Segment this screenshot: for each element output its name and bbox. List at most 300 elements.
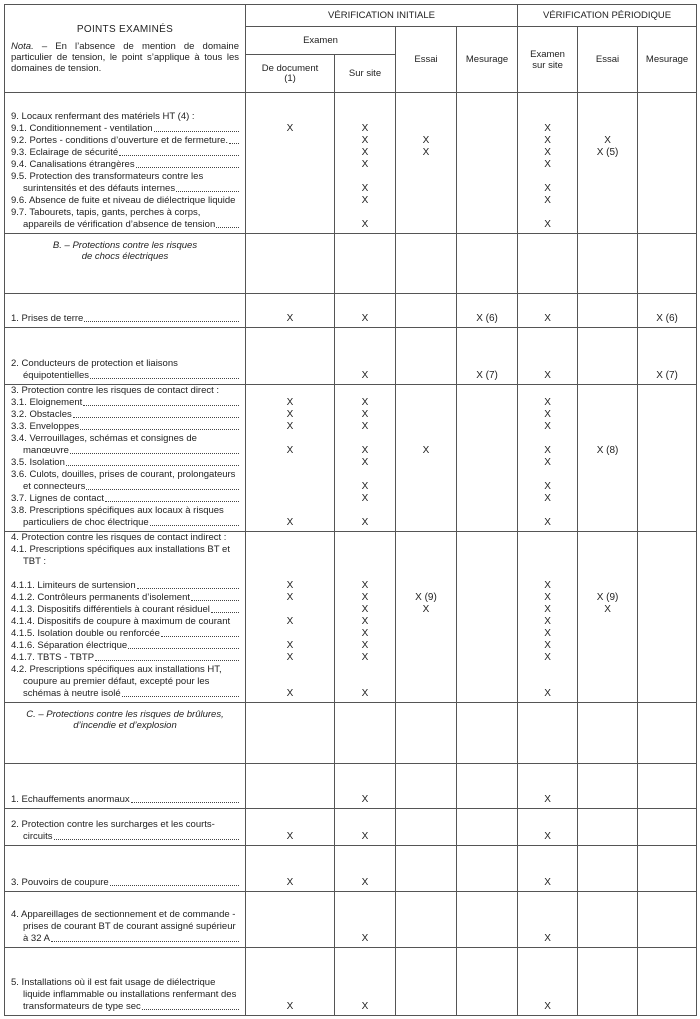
blank-mark [578, 421, 637, 433]
point-text: 4.1.1. Limiteurs de surtension [11, 580, 136, 591]
sur-site-cell [335, 532, 396, 703]
check-mark: X [544, 147, 551, 158]
check-mark: X [286, 1001, 294, 1012]
dot-leader [86, 488, 239, 490]
point-line [11, 580, 239, 592]
blank-mark [578, 397, 637, 409]
blank-mark [638, 111, 696, 123]
blank-mark [335, 921, 395, 933]
blank-mark [335, 989, 395, 1001]
check-mark: X [361, 877, 369, 888]
check-mark: X [361, 628, 369, 639]
empty-cell [457, 234, 518, 294]
point-text: à 32 A [23, 933, 50, 944]
point-text: circuits [23, 831, 53, 842]
points-cell [5, 294, 246, 328]
blank-mark [246, 794, 334, 806]
examen-periodique-cell [518, 93, 578, 234]
point-text: 1. Prises de terre [11, 313, 84, 324]
points-cell [5, 892, 246, 948]
blank-mark [638, 481, 696, 493]
blank-mark [246, 921, 334, 933]
blank-mark [396, 219, 456, 231]
point-line [11, 469, 239, 481]
blank-mark [396, 409, 456, 421]
blank-mark [246, 532, 334, 544]
table-row [5, 948, 697, 1016]
essai-periodique-cell [578, 328, 638, 385]
examen-sur-site-label: Examen sur site [530, 48, 565, 71]
blank-mark [457, 544, 517, 556]
blank-mark [578, 933, 637, 945]
check-mark: X [286, 616, 294, 627]
de-document-cell [246, 948, 335, 1016]
essai-initial-cell [396, 892, 457, 948]
point-text: 3.2. Obstacles [11, 409, 72, 420]
check-mark: X [604, 604, 611, 615]
check-mark: X [286, 313, 294, 324]
point-text: 3.1. Eloignement [11, 397, 83, 408]
point-line [11, 481, 239, 493]
mesurage-initial-cell [457, 385, 518, 532]
blank-mark [638, 664, 696, 676]
mesurage-periodique-cell [638, 948, 697, 1016]
point-text: prises de courant BT de courant assigné supérieur [23, 921, 236, 932]
table-row [5, 764, 697, 809]
blank-mark [246, 505, 334, 517]
point-text: transformateurs de type sec [23, 1001, 141, 1012]
dot-leader [137, 587, 239, 589]
point-line [11, 676, 239, 688]
essai-periodique-header: Essai [578, 27, 638, 93]
sur-site-cell [335, 846, 396, 892]
de-document-label: De document [261, 63, 319, 74]
essai-initial-cell [396, 764, 457, 809]
blank-mark [578, 313, 637, 325]
mesurage-periodique-cell [638, 294, 697, 328]
blank-mark [246, 183, 334, 195]
blank-mark [396, 183, 456, 195]
blank-mark [457, 147, 517, 159]
dot-leader [73, 416, 239, 418]
empty-cell [457, 703, 518, 764]
check-mark: X [286, 409, 294, 420]
blank-mark [457, 421, 517, 433]
check-mark: X [544, 421, 551, 432]
dot-leader [84, 320, 239, 322]
check-mark: X [361, 481, 369, 492]
check-mark: X [544, 409, 551, 420]
empty-cell [335, 234, 396, 294]
blank-mark [457, 688, 517, 700]
blank-mark [396, 688, 456, 700]
check-mark: X [286, 445, 294, 456]
blank-mark [457, 481, 517, 493]
blank-mark [638, 628, 696, 640]
point-text: 9.7. Tabourets, tapis, gants, perches à corps, [11, 207, 201, 218]
blank-mark [457, 532, 517, 544]
dot-leader [122, 695, 239, 697]
table-row [5, 532, 697, 703]
points-cell [5, 234, 246, 294]
blank-mark [246, 664, 334, 676]
blank-mark [335, 819, 395, 831]
blank-mark [246, 171, 334, 183]
check-mark: X [544, 481, 551, 492]
essai-periodique-cell [578, 948, 638, 1016]
check-mark: X [544, 445, 551, 456]
table-row [5, 93, 697, 234]
blank-mark [457, 921, 517, 933]
blank-mark [396, 421, 456, 433]
blank-mark [396, 370, 456, 382]
sur-site-cell [335, 892, 396, 948]
point-line [11, 1001, 239, 1013]
essai-periodique-cell [578, 385, 638, 532]
empty-cell [578, 703, 638, 764]
blank-mark [246, 933, 334, 945]
check-mark: X [422, 604, 430, 615]
blank-mark [396, 493, 456, 505]
blank-mark [246, 433, 334, 445]
check-mark: X [361, 147, 369, 158]
point-text: 2. Conducteurs de protection et liaisons [11, 358, 178, 369]
blank-mark [396, 469, 456, 481]
blank-mark [638, 433, 696, 445]
sur-site-header: Sur site [335, 55, 396, 93]
check-mark: X [361, 933, 369, 944]
check-mark: X [286, 592, 294, 603]
check-mark: X [544, 370, 551, 381]
mesurage-periodique-cell [638, 385, 697, 532]
blank-mark [578, 568, 637, 580]
sur-site-cell [335, 385, 396, 532]
point-line [11, 921, 239, 933]
blank-mark [335, 505, 395, 517]
blank-mark [578, 457, 637, 469]
blank-mark [638, 135, 696, 147]
point-text: 3.5. Isolation [11, 457, 65, 468]
point-text: 4.1.4. Dispositifs de coupure à maximum de courant [11, 616, 231, 627]
blank-mark [335, 676, 395, 688]
point-text: 4. Protection contre les risques de contact indirect : [11, 532, 227, 543]
blank-mark [396, 933, 456, 945]
blank-mark [457, 652, 517, 664]
check-mark: X [544, 877, 551, 888]
blank-mark [457, 640, 517, 652]
point-text: 9.4. Canalisations étrangères [11, 159, 135, 170]
blank-mark [638, 358, 696, 370]
blank-mark [335, 977, 395, 989]
blank-mark [246, 909, 334, 921]
blank-mark [518, 469, 577, 481]
blank-mark [457, 493, 517, 505]
check-mark: X (9) [596, 592, 619, 603]
point-line [11, 370, 239, 382]
blank-mark [578, 505, 637, 517]
check-mark: X [544, 831, 551, 842]
blank-mark [457, 409, 517, 421]
table-row [5, 385, 697, 532]
check-mark: X [286, 580, 294, 591]
dot-leader [142, 1008, 239, 1010]
blank-mark [246, 819, 334, 831]
essai-initial-cell [396, 93, 457, 234]
points-cell [5, 846, 246, 892]
blank-mark [246, 628, 334, 640]
section-title-line: de chocs électriques [81, 251, 169, 262]
examen-periodique-cell [518, 294, 578, 328]
points-title: POINTS EXAMINÉS [76, 23, 174, 35]
point-line [11, 505, 239, 517]
blank-mark [578, 219, 637, 231]
point-line [11, 628, 239, 640]
blank-mark [396, 517, 456, 529]
blank-mark [638, 989, 696, 1001]
point-line [11, 385, 239, 397]
check-mark: X [361, 183, 369, 194]
mesurage-periodique-cell [638, 764, 697, 809]
de-document-cell [246, 93, 335, 234]
point-text: particuliers de choc électrique [23, 517, 149, 528]
check-mark: X (6) [476, 313, 498, 324]
blank-mark [518, 433, 577, 445]
blank-mark [457, 989, 517, 1001]
mesurage-initial-cell [457, 294, 518, 328]
blank-mark [335, 556, 395, 568]
nota-label: Nota. [11, 40, 34, 52]
blank-mark [457, 604, 517, 616]
blank-mark [638, 652, 696, 664]
blank-mark [518, 977, 577, 989]
de-document-cell [246, 809, 335, 846]
point-text: 4.1.7. TBTS - TBTP [11, 652, 95, 663]
blank-mark [457, 505, 517, 517]
blank-mark [396, 819, 456, 831]
points-examines-header [5, 5, 246, 93]
examen-sur-site-periodique-header [518, 27, 578, 93]
point-line [11, 517, 239, 529]
point-line [11, 688, 239, 700]
blank-mark [457, 831, 517, 843]
blank-mark [518, 568, 577, 580]
blank-mark [246, 676, 334, 688]
mesurage-initial-cell [457, 892, 518, 948]
point-text: surintensités et des défauts internes [23, 183, 176, 194]
blank-mark [396, 544, 456, 556]
blank-mark [335, 111, 395, 123]
essai-periodique-cell [578, 809, 638, 846]
blank-mark [457, 445, 517, 457]
mesurage-periodique-cell [638, 93, 697, 234]
blank-mark [246, 111, 334, 123]
examen-periodique-cell [518, 892, 578, 948]
examen-periodique-cell [518, 532, 578, 703]
blank-mark [396, 1001, 456, 1013]
blank-mark [578, 616, 637, 628]
blank-mark [246, 469, 334, 481]
mesurage-initial-cell [457, 532, 518, 703]
blank-mark [457, 877, 517, 889]
blank-mark [457, 592, 517, 604]
sur-site-cell [335, 764, 396, 809]
blank-mark [518, 909, 577, 921]
de-document-cell [246, 764, 335, 809]
blank-mark [335, 544, 395, 556]
check-mark: X [422, 445, 430, 456]
points-cell [5, 328, 246, 385]
check-mark: X [544, 135, 551, 146]
section-title-line: C. – Protections contre les risques de brûlures, [26, 709, 224, 720]
essai-initial-cell [396, 328, 457, 385]
empty-cell [396, 703, 457, 764]
check-mark: X [544, 195, 551, 206]
blank-mark [578, 556, 637, 568]
blank-mark [578, 877, 637, 889]
blank-mark [518, 505, 577, 517]
blank-mark [246, 135, 334, 147]
table-body [5, 93, 697, 1016]
blank-mark [457, 207, 517, 219]
points-cell [5, 532, 246, 703]
blank-mark [457, 183, 517, 195]
examen-periodique-cell [518, 328, 578, 385]
blank-mark [246, 989, 334, 1001]
blank-mark [638, 409, 696, 421]
point-line [11, 544, 239, 556]
check-mark: X [286, 640, 294, 651]
point-line [11, 616, 239, 628]
point-line [11, 207, 239, 219]
check-mark: X [361, 794, 369, 805]
verification-periodique-header: VÉRIFICATION PÉRIODIQUE [518, 5, 697, 27]
point-line [11, 831, 239, 843]
blank-mark [578, 207, 637, 219]
point-line [11, 640, 239, 652]
point-text: 3. Protection contre les risques de contact direct : [11, 385, 220, 396]
blank-mark [578, 544, 637, 556]
check-mark: X [361, 688, 369, 699]
examen-periodique-cell [518, 764, 578, 809]
blank-mark [638, 909, 696, 921]
de-document-cell [246, 846, 335, 892]
dot-leader [54, 838, 239, 840]
de-document-cell [246, 385, 335, 532]
blank-mark [638, 933, 696, 945]
blank-mark [518, 664, 577, 676]
check-mark: X [361, 195, 369, 206]
blank-mark [396, 457, 456, 469]
de-document-note: (1) [284, 73, 296, 84]
point-text: 3.7. Lignes de contact [11, 493, 104, 504]
verification-table [4, 4, 697, 1016]
mesurage-periodique-cell [638, 892, 697, 948]
mesurage-initial-cell [457, 846, 518, 892]
check-mark: X [361, 604, 369, 615]
de-document-header [246, 55, 335, 93]
dot-leader [119, 154, 239, 156]
blank-mark [578, 469, 637, 481]
blank-mark [335, 171, 395, 183]
de-document-cell [246, 294, 335, 328]
table-row [5, 892, 697, 948]
point-line [11, 358, 239, 370]
blank-mark [578, 831, 637, 843]
point-line [11, 397, 239, 409]
blank-mark [457, 676, 517, 688]
check-mark: X [361, 580, 369, 591]
blank-mark [638, 183, 696, 195]
blank-mark [396, 358, 456, 370]
blank-mark [246, 385, 334, 397]
sur-site-cell [335, 328, 396, 385]
blank-mark [457, 397, 517, 409]
blank-mark [578, 532, 637, 544]
empty-cell [518, 703, 578, 764]
blank-mark [638, 1001, 696, 1013]
dot-leader [95, 659, 239, 661]
mesurage-periodique-cell [638, 532, 697, 703]
check-mark: X [544, 688, 551, 699]
blank-mark [457, 1001, 517, 1013]
empty-cell [578, 234, 638, 294]
blank-mark [396, 794, 456, 806]
blank-mark [578, 123, 637, 135]
point-line [11, 159, 239, 171]
check-mark: X [361, 159, 369, 170]
blank-mark [335, 358, 395, 370]
point-line [11, 794, 239, 806]
examen-periodique-cell [518, 809, 578, 846]
blank-mark [578, 385, 637, 397]
check-mark: X [544, 219, 551, 230]
point-line [11, 409, 239, 421]
point-line [11, 457, 239, 469]
check-mark: X [361, 640, 369, 651]
blank-mark [335, 568, 395, 580]
blank-mark [638, 921, 696, 933]
check-mark: X [361, 397, 369, 408]
check-mark: X (6) [656, 313, 678, 324]
blank-mark [396, 909, 456, 921]
dot-leader [70, 452, 239, 454]
dot-leader [161, 635, 239, 637]
point-text: 3.8. Prescriptions spécifiques aux locaux à risques [11, 505, 224, 516]
check-mark: X [286, 123, 294, 134]
point-line [11, 111, 239, 123]
blank-mark [457, 159, 517, 171]
blank-mark [638, 544, 696, 556]
dot-leader [136, 166, 239, 168]
mesurage-periodique-cell [638, 328, 697, 385]
point-text: 3.6. Culots, douilles, prises de courant, prolongateurs [11, 469, 236, 480]
blank-mark [246, 977, 334, 989]
examen-header: Examen [246, 27, 396, 55]
essai-initial-cell [396, 532, 457, 703]
point-line [11, 313, 239, 325]
check-mark: X [361, 517, 369, 528]
section-heading-row [5, 703, 697, 764]
point-text: 4.1.2. Contrôleurs permanents d’isolement [11, 592, 191, 603]
check-mark: X [361, 457, 369, 468]
dot-leader [176, 190, 239, 192]
check-mark: X [544, 159, 551, 170]
blank-mark [457, 664, 517, 676]
point-line [11, 135, 239, 147]
essai-periodique-cell [578, 892, 638, 948]
point-line [11, 171, 239, 183]
blank-mark [578, 493, 637, 505]
